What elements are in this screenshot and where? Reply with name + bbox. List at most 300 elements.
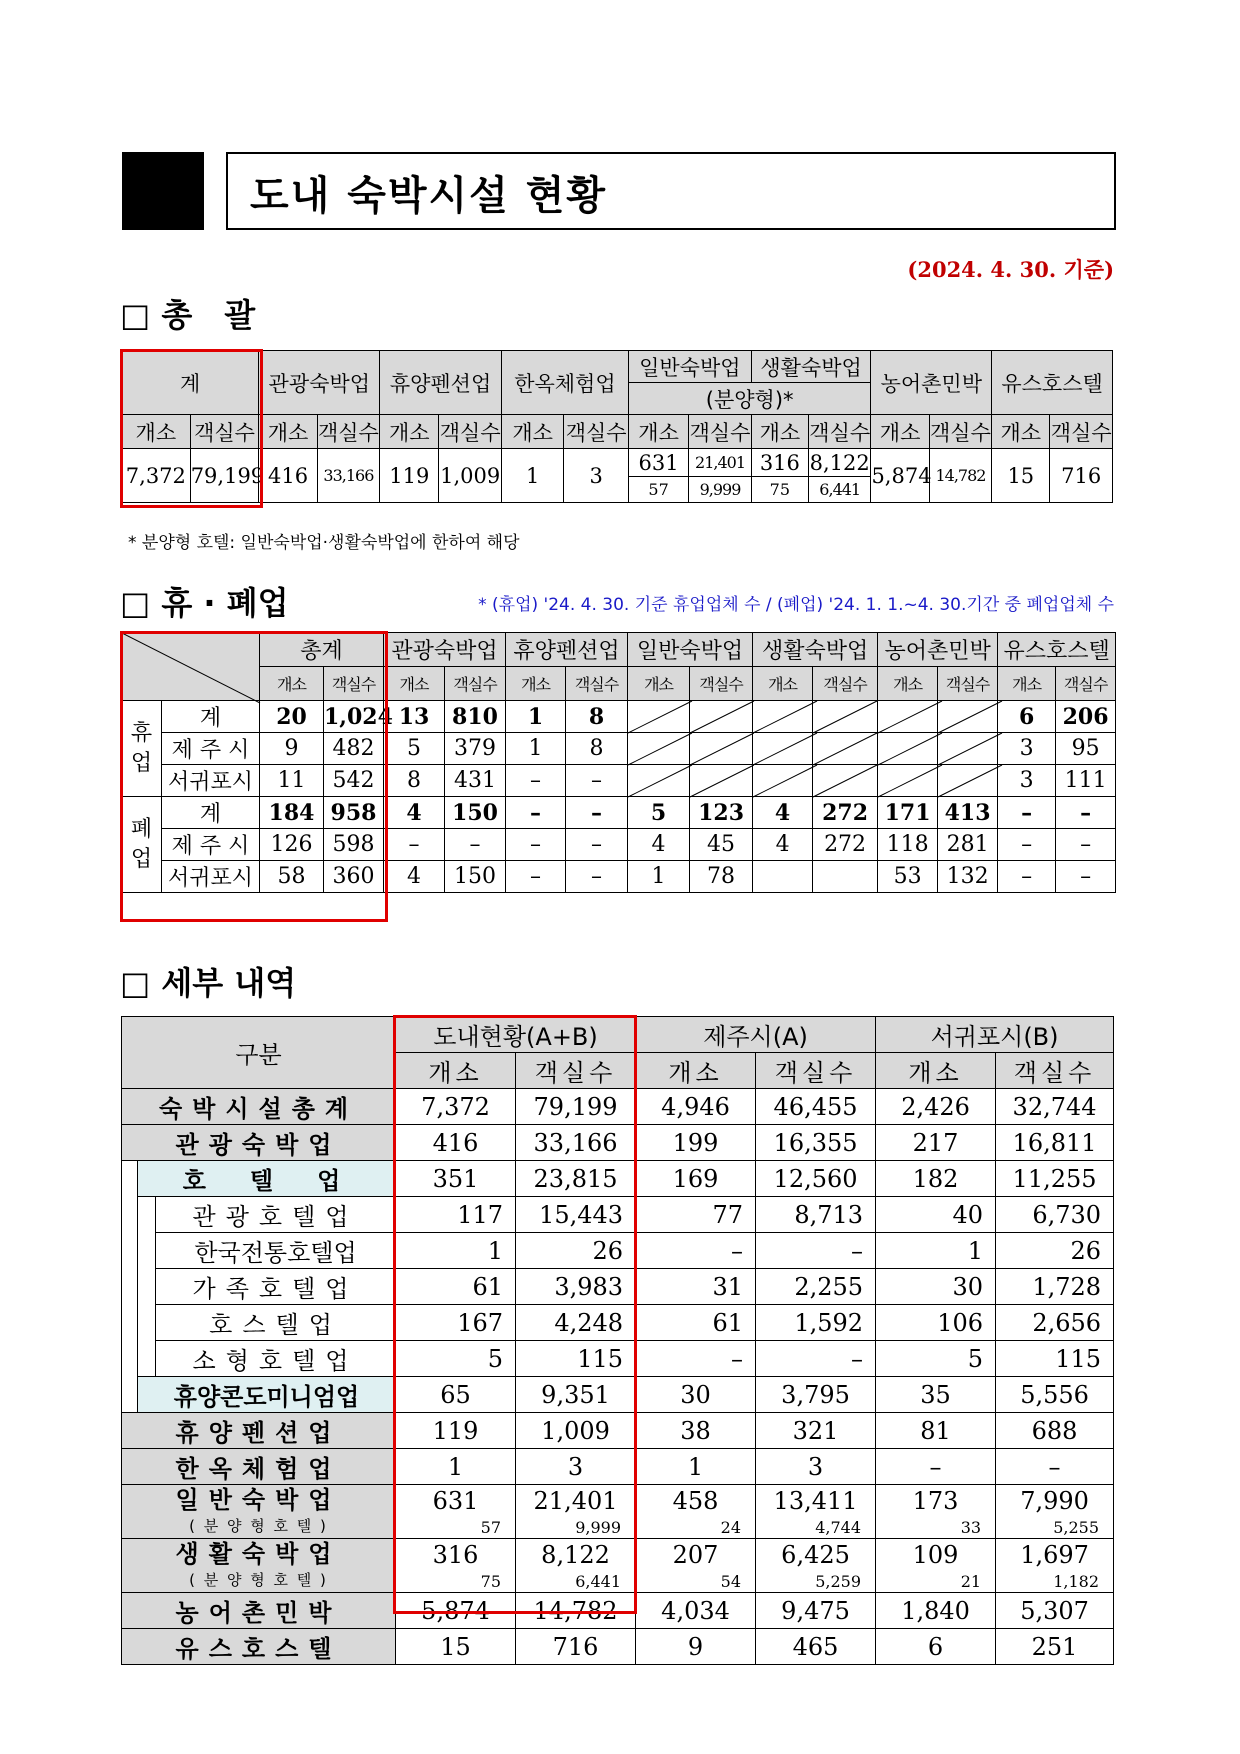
closure-cell: 4 <box>753 797 813 829</box>
closure-cell: 9 <box>260 733 324 765</box>
diagonal-line-icon <box>628 733 692 765</box>
section-summary-heading: □ 총 괄 <box>120 296 256 334</box>
summary-hanok-rooms: 3 <box>564 449 629 503</box>
detail-table <box>121 1016 1114 1665</box>
closure-cell: – <box>1056 797 1116 829</box>
closure-empty-cell <box>878 733 938 765</box>
detail-indent-cell <box>138 1197 156 1377</box>
detail-cell: 30 <box>636 1377 756 1413</box>
table-row <box>122 1269 1114 1305</box>
detail-cell: 15,443 <box>516 1197 636 1233</box>
detail-cell: 2,426 <box>876 1089 996 1125</box>
diagonal-line-icon <box>690 765 754 797</box>
closure-empty-cell <box>753 733 813 765</box>
detail-sub-cell: 24 <box>636 1517 756 1539</box>
detail-cell: 5,307 <box>996 1593 1114 1629</box>
closure-row-label: 계 <box>162 797 260 829</box>
closure-h-count: 개소 <box>628 667 690 701</box>
summary-h-count: 개소 <box>122 415 191 449</box>
closure-cell: – <box>566 861 628 893</box>
closure-empty-cell <box>938 765 998 797</box>
detail-cell: 81 <box>876 1413 996 1449</box>
detail-cell: 16,811 <box>996 1125 1114 1161</box>
detail-h-rooms: 객실수 <box>756 1053 876 1089</box>
diagonal-line-icon <box>813 733 877 765</box>
closure-corner <box>122 633 260 701</box>
closure-cell: 171 <box>878 797 938 829</box>
closure-cell: 150 <box>445 861 506 893</box>
summary-h-count: 개소 <box>871 415 929 449</box>
closure-empty-cell <box>753 765 813 797</box>
closure-h-count: 개소 <box>384 667 445 701</box>
diagonal-line-icon <box>938 733 1002 765</box>
detail-row-label: 관광호텔업 <box>156 1197 396 1233</box>
detail-cell: 7,990 <box>996 1485 1114 1517</box>
closure-cell: 1 <box>628 861 690 893</box>
detail-cell: 40 <box>876 1197 996 1233</box>
detail-cell: 106 <box>876 1305 996 1341</box>
detail-cell: 3,983 <box>516 1269 636 1305</box>
closure-cell: – <box>506 797 566 829</box>
closure-empty-cell <box>753 701 813 733</box>
detail-cell: 182 <box>876 1161 996 1197</box>
closure-cell: 598 <box>324 829 384 861</box>
detail-cell: 117 <box>396 1197 516 1233</box>
detail-h-rooms: 객실수 <box>516 1053 636 1089</box>
summary-total-count: 7,372 <box>122 449 191 503</box>
closure-cell: 8 <box>566 733 628 765</box>
diagonal-line-icon <box>813 701 877 733</box>
summary-h-hanok: 한옥체험업 <box>501 351 628 415</box>
summary-general-rooms: 21,401 <box>689 449 751 477</box>
summary-h-count: 개소 <box>501 415 563 449</box>
closure-cell: 958 <box>324 797 384 829</box>
closure-cell: 20 <box>260 701 324 733</box>
summary-h-rooms: 객실수 <box>439 415 501 449</box>
closure-table <box>121 632 1116 893</box>
closure-cell: 126 <box>260 829 324 861</box>
table-row <box>122 1341 1114 1377</box>
closure-h-count: 개소 <box>878 667 938 701</box>
detail-cell: 8,122 <box>516 1539 636 1571</box>
table-row <box>122 797 1116 829</box>
closure-empty-cell <box>628 733 690 765</box>
detail-sub-cell: 1,182 <box>996 1571 1114 1593</box>
closure-cell: 413 <box>938 797 998 829</box>
detail-row-label <box>122 1485 396 1539</box>
detail-cell: 1 <box>636 1449 756 1485</box>
closure-cell: 4 <box>384 797 445 829</box>
summary-total-rooms: 79,199 <box>190 449 259 503</box>
summary-tourism-rooms: 33,166 <box>317 449 379 503</box>
detail-cell: 5,556 <box>996 1377 1114 1413</box>
detail-sub-cell: 5,255 <box>996 1517 1114 1539</box>
detail-cell: 115 <box>996 1341 1114 1377</box>
detail-cell: 119 <box>396 1413 516 1449</box>
detail-row-label: 한국전통호텔업 <box>156 1233 396 1269</box>
detail-cell: 26 <box>996 1233 1114 1269</box>
detail-cell: 3,795 <box>756 1377 876 1413</box>
closure-cell: – <box>445 829 506 861</box>
closure-empty-cell <box>690 733 753 765</box>
summary-h-count: 개소 <box>751 415 808 449</box>
table-row <box>122 1629 1114 1665</box>
summary-h-rooms: 객실수 <box>689 415 751 449</box>
diagonal-line-icon <box>122 633 260 703</box>
closure-cell: 379 <box>445 733 506 765</box>
closure-cell: 58 <box>260 861 324 893</box>
summary-youth-rooms: 716 <box>1050 449 1113 503</box>
closure-cell: – <box>566 829 628 861</box>
diagonal-line-icon <box>628 765 692 797</box>
closure-cell: 1 <box>506 701 566 733</box>
detail-cell: 2,255 <box>756 1269 876 1305</box>
summary-h-count: 개소 <box>628 415 688 449</box>
detail-cell: 61 <box>636 1305 756 1341</box>
closure-cell: – <box>506 765 566 797</box>
closure-h-rooms: 객실수 <box>813 667 878 701</box>
detail-cell: 1 <box>396 1233 516 1269</box>
detail-cell: 351 <box>396 1161 516 1197</box>
detail-row-sublabel: ( 분 양 형 호 텔 ) <box>189 1571 328 1589</box>
detail-cell: 1,697 <box>996 1539 1114 1571</box>
closure-h-general: 일반숙박업 <box>628 633 753 667</box>
closure-cell: 78 <box>690 861 753 893</box>
closure-empty-cell <box>690 765 753 797</box>
table-row <box>122 1305 1114 1341</box>
closure-cell: 1,024 <box>324 701 384 733</box>
detail-row-label: 농어촌민박 <box>122 1593 396 1629</box>
closure-group-label: 폐업 <box>130 816 153 872</box>
detail-cell: 61 <box>396 1269 516 1305</box>
diagonal-line-icon <box>753 701 817 733</box>
summary-h-tourism: 관광숙박업 <box>259 351 380 415</box>
closure-group-close <box>122 797 162 893</box>
detail-cell: 46,455 <box>756 1089 876 1125</box>
summary-h-rooms: 객실수 <box>190 415 259 449</box>
closure-h-rooms: 객실수 <box>938 667 998 701</box>
closure-row-label: 계 <box>162 701 260 733</box>
summary-h-youth: 유스호스텔 <box>992 351 1113 415</box>
detail-cell: 65 <box>396 1377 516 1413</box>
closure-cell: 5 <box>384 733 445 765</box>
detail-cell: 5 <box>396 1341 516 1377</box>
detail-cell: 30 <box>876 1269 996 1305</box>
detail-cell: 5 <box>876 1341 996 1377</box>
detail-cell: 1,840 <box>876 1593 996 1629</box>
closure-cell: 272 <box>813 797 878 829</box>
summary-tourism-count: 416 <box>259 449 317 503</box>
summary-pension-count: 119 <box>380 449 439 503</box>
closure-empty-cell <box>878 765 938 797</box>
closure-cell: – <box>998 861 1056 893</box>
closure-note: * (휴업) '24. 4. 30. 기준 휴업업체 수 / (폐업) '24. 1. 1.~4. 30.기간 중 폐업업체 수 <box>478 595 1114 615</box>
detail-cell: 31 <box>636 1269 756 1305</box>
detail-cell: 33,166 <box>516 1125 636 1161</box>
detail-sub-cell: 6,441 <box>516 1571 636 1593</box>
detail-sub-cell: 75 <box>396 1571 516 1593</box>
detail-cell: 7,372 <box>396 1089 516 1125</box>
closure-cell: 8 <box>566 701 628 733</box>
closure-h-count: 개소 <box>260 667 324 701</box>
detail-sub-cell: 33 <box>876 1517 996 1539</box>
detail-cell: 169 <box>636 1161 756 1197</box>
detail-cell: 217 <box>876 1125 996 1161</box>
summary-h-bunyang: (분양형)* <box>628 383 871 415</box>
summary-h-farm: 농어촌민박 <box>871 351 992 415</box>
closure-cell: 118 <box>878 829 938 861</box>
detail-cell: 4,946 <box>636 1089 756 1125</box>
closure-h-rooms: 객실수 <box>690 667 753 701</box>
table-row <box>122 1413 1114 1449</box>
summary-living-rooms: 8,122 <box>809 450 870 475</box>
detail-cell: 6,425 <box>756 1539 876 1571</box>
detail-cell: – <box>636 1341 756 1377</box>
detail-cell: 12,560 <box>756 1161 876 1197</box>
detail-cell: 4,248 <box>516 1305 636 1341</box>
detail-h-jeju: 제주시(A) <box>636 1017 876 1053</box>
detail-cell: 1 <box>876 1233 996 1269</box>
closure-h-count: 개소 <box>506 667 566 701</box>
title-block-square <box>122 152 204 230</box>
summary-farm-count: 5,874 <box>871 449 929 503</box>
diagonal-line-icon <box>878 765 942 797</box>
summary-general-bunyang-rooms: 9,999 <box>689 477 751 503</box>
page-title: 도내 숙박시설 현황 <box>250 173 607 219</box>
closure-cell: – <box>506 829 566 861</box>
detail-row-label-text: 생활숙박업 <box>175 1540 342 1568</box>
detail-cell: 4,034 <box>636 1593 756 1629</box>
detail-cell: 1,728 <box>996 1269 1114 1305</box>
table-row <box>122 701 1116 733</box>
closure-cell: – <box>566 765 628 797</box>
summary-h-rooms: 객실수 <box>1050 415 1113 449</box>
diagonal-line-icon <box>878 733 942 765</box>
closure-cell: 3 <box>998 765 1056 797</box>
table-row <box>122 1125 1114 1161</box>
closure-cell: 4 <box>753 829 813 861</box>
detail-cell: 631 <box>396 1485 516 1517</box>
detail-row-label: 관광숙박업 <box>122 1125 396 1161</box>
detail-cell: – <box>996 1449 1114 1485</box>
table-row <box>122 861 1116 893</box>
detail-h-seogwipo: 서귀포시(B) <box>876 1017 1114 1053</box>
detail-cell: 6,730 <box>996 1197 1114 1233</box>
closure-empty-cell <box>938 701 998 733</box>
detail-cell: 23,815 <box>516 1161 636 1197</box>
summary-h-rooms: 객실수 <box>929 415 991 449</box>
closure-empty-cell <box>878 701 938 733</box>
detail-cell: 321 <box>756 1413 876 1449</box>
detail-cell: 416 <box>396 1125 516 1161</box>
detail-sub-cell: 5,259 <box>756 1571 876 1593</box>
closure-cell: 206 <box>1056 701 1116 733</box>
detail-cell: 688 <box>996 1413 1114 1449</box>
detail-row-sublabel: ( 분 양 형 호 텔 ) <box>189 1517 328 1535</box>
date-note: (2024. 4. 30. 기준) <box>907 257 1114 282</box>
closure-empty-cell <box>628 765 690 797</box>
diagonal-line-icon <box>938 701 1002 733</box>
closure-h-youth: 유스호스텔 <box>998 633 1116 667</box>
detail-cell: 109 <box>876 1539 996 1571</box>
closure-h-rooms: 객실수 <box>1056 667 1116 701</box>
closure-cell: 11 <box>260 765 324 797</box>
summary-h-count: 개소 <box>259 415 317 449</box>
detail-row-label: 한옥체험업 <box>122 1449 396 1485</box>
closure-h-tourism: 관광숙박업 <box>384 633 506 667</box>
closure-cell <box>753 861 813 893</box>
table-row <box>122 733 1116 765</box>
footnote: * 분양형 호텔: 일반숙박업·생활숙박업에 한하여 해당 <box>128 533 520 553</box>
summary-h-total: 계 <box>122 351 259 415</box>
detail-cell: – <box>756 1233 876 1269</box>
detail-cell: – <box>876 1449 996 1485</box>
table-row <box>122 1377 1114 1413</box>
detail-sub-cell: 54 <box>636 1571 756 1593</box>
detail-row-label: 휴양펜션업 <box>122 1413 396 1449</box>
closure-empty-cell <box>813 733 878 765</box>
table-row <box>122 829 1116 861</box>
detail-h-total: 도내현황(A+B) <box>396 1017 636 1053</box>
closure-cell: 4 <box>384 861 445 893</box>
detail-row-label-text: 일반숙박업 <box>175 1486 342 1514</box>
closure-h-rooms: 객실수 <box>566 667 628 701</box>
closure-cell: – <box>384 829 445 861</box>
title-box <box>226 152 1116 230</box>
detail-cell: 458 <box>636 1485 756 1517</box>
detail-cell: 167 <box>396 1305 516 1341</box>
closure-cell: 111 <box>1056 765 1116 797</box>
closure-h-pension: 휴양펜션업 <box>506 633 628 667</box>
table-row <box>122 1089 1114 1125</box>
closure-cell: 4 <box>628 829 690 861</box>
closure-empty-cell <box>628 701 690 733</box>
detail-row-label: 소형호텔업 <box>156 1341 396 1377</box>
table-row <box>122 1449 1114 1485</box>
detail-cell: 1,009 <box>516 1413 636 1449</box>
diagonal-line-icon <box>753 765 817 797</box>
table-row <box>122 1593 1114 1629</box>
summary-youth-count: 15 <box>992 449 1050 503</box>
closure-cell: 150 <box>445 797 506 829</box>
summary-h-count: 개소 <box>992 415 1050 449</box>
detail-sub-cell: 57 <box>396 1517 516 1539</box>
closure-cell: 3 <box>998 733 1056 765</box>
closure-group-label: 휴업 <box>130 720 153 776</box>
detail-cell: 316 <box>396 1539 516 1571</box>
diagonal-line-icon <box>690 733 754 765</box>
detail-cell: 716 <box>516 1629 636 1665</box>
table-row <box>122 1197 1114 1233</box>
diagonal-line-icon <box>938 765 1002 797</box>
detail-cell: 9,351 <box>516 1377 636 1413</box>
table-row <box>122 1485 1114 1517</box>
detail-cell: 465 <box>756 1629 876 1665</box>
summary-h-rooms: 객실수 <box>808 415 870 449</box>
summary-living-bunyang-rooms: 6,441 <box>808 477 870 503</box>
closure-h-total: 총계 <box>260 633 384 667</box>
closure-row-label: 제 주 시 <box>162 829 260 861</box>
detail-cell: 6 <box>876 1629 996 1665</box>
closure-cell: – <box>998 829 1056 861</box>
detail-cell: 1 <box>396 1449 516 1485</box>
closure-cell: 45 <box>690 829 753 861</box>
closure-cell: 184 <box>260 797 324 829</box>
detail-cell: 5,874 <box>396 1593 516 1629</box>
detail-cell: 9 <box>636 1629 756 1665</box>
detail-cell: 32,744 <box>996 1089 1114 1125</box>
closure-row-label: 제 주 시 <box>162 733 260 765</box>
closure-cell: – <box>506 861 566 893</box>
detail-cell: 2,656 <box>996 1305 1114 1341</box>
closure-cell: 6 <box>998 701 1056 733</box>
detail-cell: 115 <box>516 1341 636 1377</box>
closure-empty-cell <box>813 701 878 733</box>
detail-cell: 79,199 <box>516 1089 636 1125</box>
detail-cell: – <box>756 1341 876 1377</box>
diagonal-line-icon <box>690 701 754 733</box>
closure-empty-cell <box>813 765 878 797</box>
detail-row-label <box>122 1539 396 1593</box>
closure-cell: 360 <box>324 861 384 893</box>
detail-sub-cell: 21 <box>876 1571 996 1593</box>
summary-h-general: 일반숙박업 <box>628 351 751 383</box>
detail-cell: 3 <box>516 1449 636 1485</box>
detail-h-rooms: 객실수 <box>996 1053 1114 1089</box>
detail-h-count: 개소 <box>876 1053 996 1089</box>
detail-cell: 15 <box>396 1629 516 1665</box>
summary-general-bunyang-count: 57 <box>628 477 688 503</box>
detail-cell: 35 <box>876 1377 996 1413</box>
table-row <box>122 1161 1114 1197</box>
closure-h-count: 개소 <box>998 667 1056 701</box>
closure-row-label: 서귀포시 <box>162 861 260 893</box>
closure-empty-cell <box>690 701 753 733</box>
summary-living-count: 316 <box>751 449 808 477</box>
table-row <box>122 1539 1114 1571</box>
summary-living-bunyang-count: 75 <box>751 477 808 503</box>
closure-h-living: 생활숙박업 <box>753 633 878 667</box>
detail-cell: – <box>636 1233 756 1269</box>
detail-row-label: 가족호텔업 <box>156 1269 396 1305</box>
closure-group-suspend <box>122 701 162 797</box>
detail-h-count: 개소 <box>636 1053 756 1089</box>
closure-cell: – <box>566 797 628 829</box>
detail-row-label: 유스호스텔 <box>122 1629 396 1665</box>
summary-h-pension: 휴양펜션업 <box>380 351 502 415</box>
diagonal-line-icon <box>753 733 817 765</box>
detail-cell: 207 <box>636 1539 756 1571</box>
closure-cell: 482 <box>324 733 384 765</box>
summary-h-rooms: 객실수 <box>564 415 629 449</box>
detail-cell: 14,782 <box>516 1593 636 1629</box>
detail-row-label: 숙박시설총계 <box>122 1089 396 1125</box>
summary-h-count: 개소 <box>380 415 439 449</box>
closure-cell: 1 <box>506 733 566 765</box>
detail-row-label: 휴양콘도미니엄업 <box>138 1377 396 1413</box>
summary-table <box>121 350 1113 503</box>
closure-h-rooms: 객실수 <box>445 667 506 701</box>
summary-hanok-count: 1 <box>501 449 563 503</box>
detail-cell: 26 <box>516 1233 636 1269</box>
detail-cell: 251 <box>996 1629 1114 1665</box>
detail-cell: 199 <box>636 1125 756 1161</box>
detail-cell: 38 <box>636 1413 756 1449</box>
detail-row-label: 호스텔업 <box>156 1305 396 1341</box>
detail-h-count: 개소 <box>396 1053 516 1089</box>
summary-h-rooms: 객실수 <box>317 415 379 449</box>
closure-cell: 5 <box>628 797 690 829</box>
